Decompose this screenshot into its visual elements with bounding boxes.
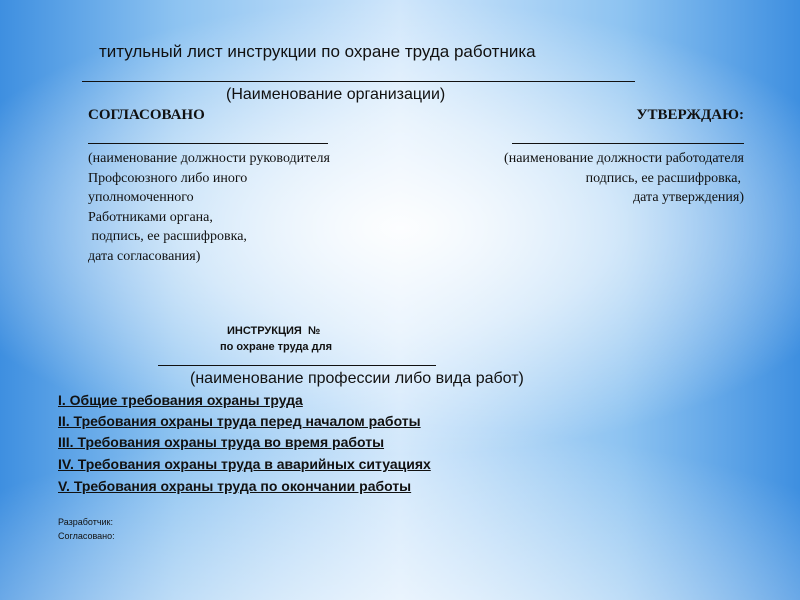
agreed-line: Работниками органа, — [88, 209, 213, 225]
approve-heading: УТВЕРЖДАЮ: — [636, 107, 744, 123]
approved-label: Согласовано: — [58, 531, 115, 541]
approve-details — [504, 149, 744, 208]
document-title: титульный лист инструкции по охране труда работника — [99, 42, 536, 61]
agreed-line: подпись, ее расшифровка, — [88, 229, 247, 244]
organization-caption: (Наименование организации) — [226, 86, 446, 103]
approve-line: дата утверждения) — [633, 190, 744, 205]
agreed-line: дата согласования) — [88, 248, 201, 264]
section-3-link[interactable]: III. Требования охраны труда во время работы — [58, 434, 385, 450]
section-4-link[interactable]: IV. Требования охраны труда в аварийных ситуациях — [58, 456, 431, 472]
section-2-link[interactable]: II. Требования охраны труда перед началом работы — [58, 413, 421, 429]
agreed-signature-line — [88, 143, 328, 144]
approve-signature-line — [512, 143, 744, 144]
instruction-subtitle: по охране труда для — [220, 341, 332, 353]
approve-line: (наименование должности работодателя — [504, 151, 744, 166]
developer-label: Разработчик: — [58, 517, 113, 527]
profession-caption: (наименование профессии либо вида работ) — [190, 370, 524, 387]
agreed-line: (наименование должности руководителя — [88, 151, 330, 166]
section-5-link[interactable]: V. Требования охраны труда по окончании работы — [58, 478, 412, 494]
profession-line — [158, 365, 436, 366]
section-1-link[interactable]: I. Общие требования охраны труда — [58, 392, 303, 408]
instruction-label: ИНСТРУКЦИЯ № — [227, 325, 321, 337]
agreed-line: Профсоюзного либо иного — [88, 170, 248, 186]
approve-line: подпись, ее расшифровка, — [585, 170, 741, 186]
agreed-heading: СОГЛАСОВАНО — [88, 107, 205, 123]
agreed-details — [88, 149, 330, 266]
agreed-line: уполномоченного — [88, 190, 194, 205]
organization-name-line — [82, 81, 635, 82]
